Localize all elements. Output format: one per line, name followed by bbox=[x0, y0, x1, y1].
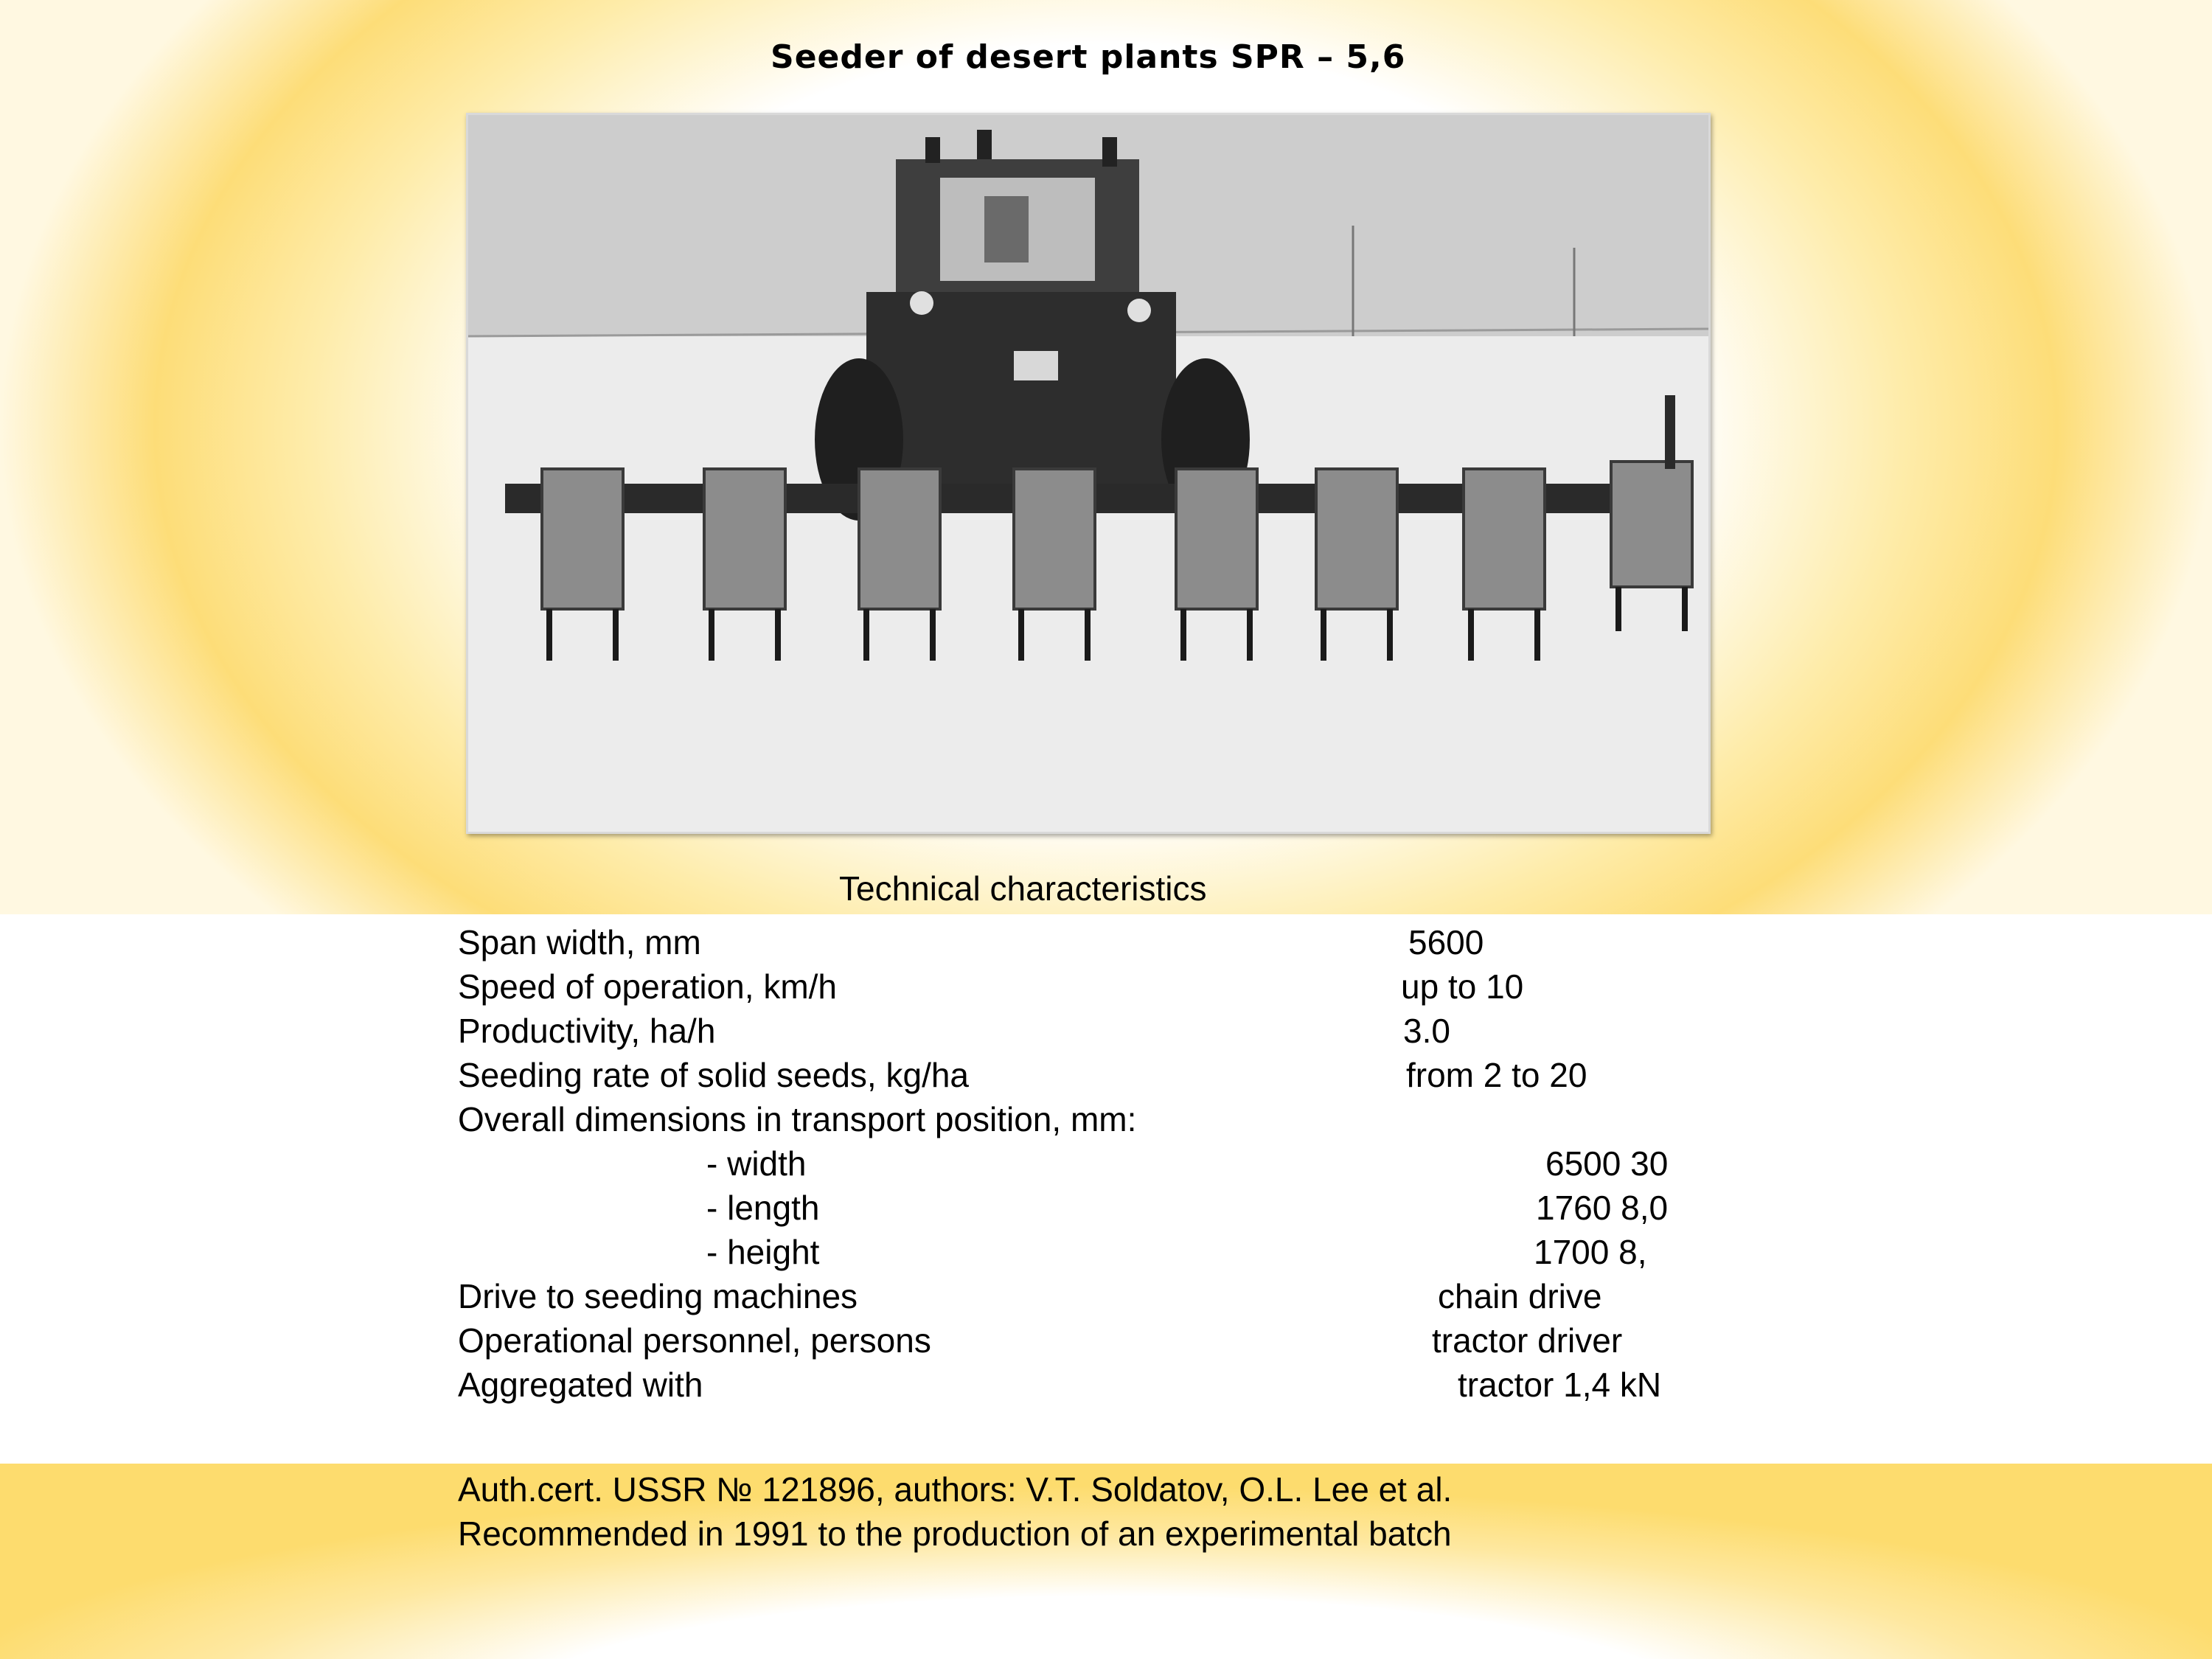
spec-label: Operational personnel, persons bbox=[458, 1321, 931, 1360]
spec-value: tractor driver bbox=[1432, 1321, 1623, 1360]
certificate-note: Auth.cert. USSR № 121896, authors: V.T. Soldatov, O.L. Lee et al. Recommended in 1991 to the production of an experimental batch bbox=[458, 1470, 1453, 1553]
seeder-photo bbox=[466, 113, 1711, 834]
spec-label: Overall dimensions in transport position, mm: bbox=[458, 1100, 1137, 1138]
section-title: Technical characteristics bbox=[839, 869, 1207, 908]
spec-label: Seeding rate of solid seeds, kg/ha bbox=[458, 1056, 970, 1094]
spec-label: Span width, mm bbox=[458, 923, 701, 961]
spec-value: 5600 bbox=[1408, 923, 1484, 961]
spec-value: 1760 8,0 bbox=[1536, 1189, 1669, 1227]
spec-value: 1700 8, bbox=[1534, 1233, 1647, 1271]
spec-label: Speed of operation, km/h bbox=[458, 967, 837, 1006]
spec-label: Drive to seeding machines bbox=[458, 1277, 858, 1315]
spec-label: Aggregated with bbox=[458, 1366, 703, 1404]
spec-value: up to 10 bbox=[1401, 967, 1524, 1006]
spec-value: chain drive bbox=[1438, 1277, 1602, 1315]
page-title: Seeder of desert plants SPR – 5,6 bbox=[771, 38, 1406, 76]
spec-value: 6500 30 bbox=[1545, 1144, 1669, 1183]
spec-label: - height bbox=[706, 1233, 820, 1271]
spec-value: from 2 to 20 bbox=[1406, 1056, 1587, 1094]
spec-label: - width bbox=[706, 1144, 807, 1183]
spec-label: Productivity, ha/h bbox=[458, 1012, 716, 1050]
spec-value: tractor 1,4 kN bbox=[1458, 1366, 1662, 1404]
spec-label: - length bbox=[706, 1189, 820, 1227]
spec-value: 3.0 bbox=[1403, 1012, 1450, 1050]
